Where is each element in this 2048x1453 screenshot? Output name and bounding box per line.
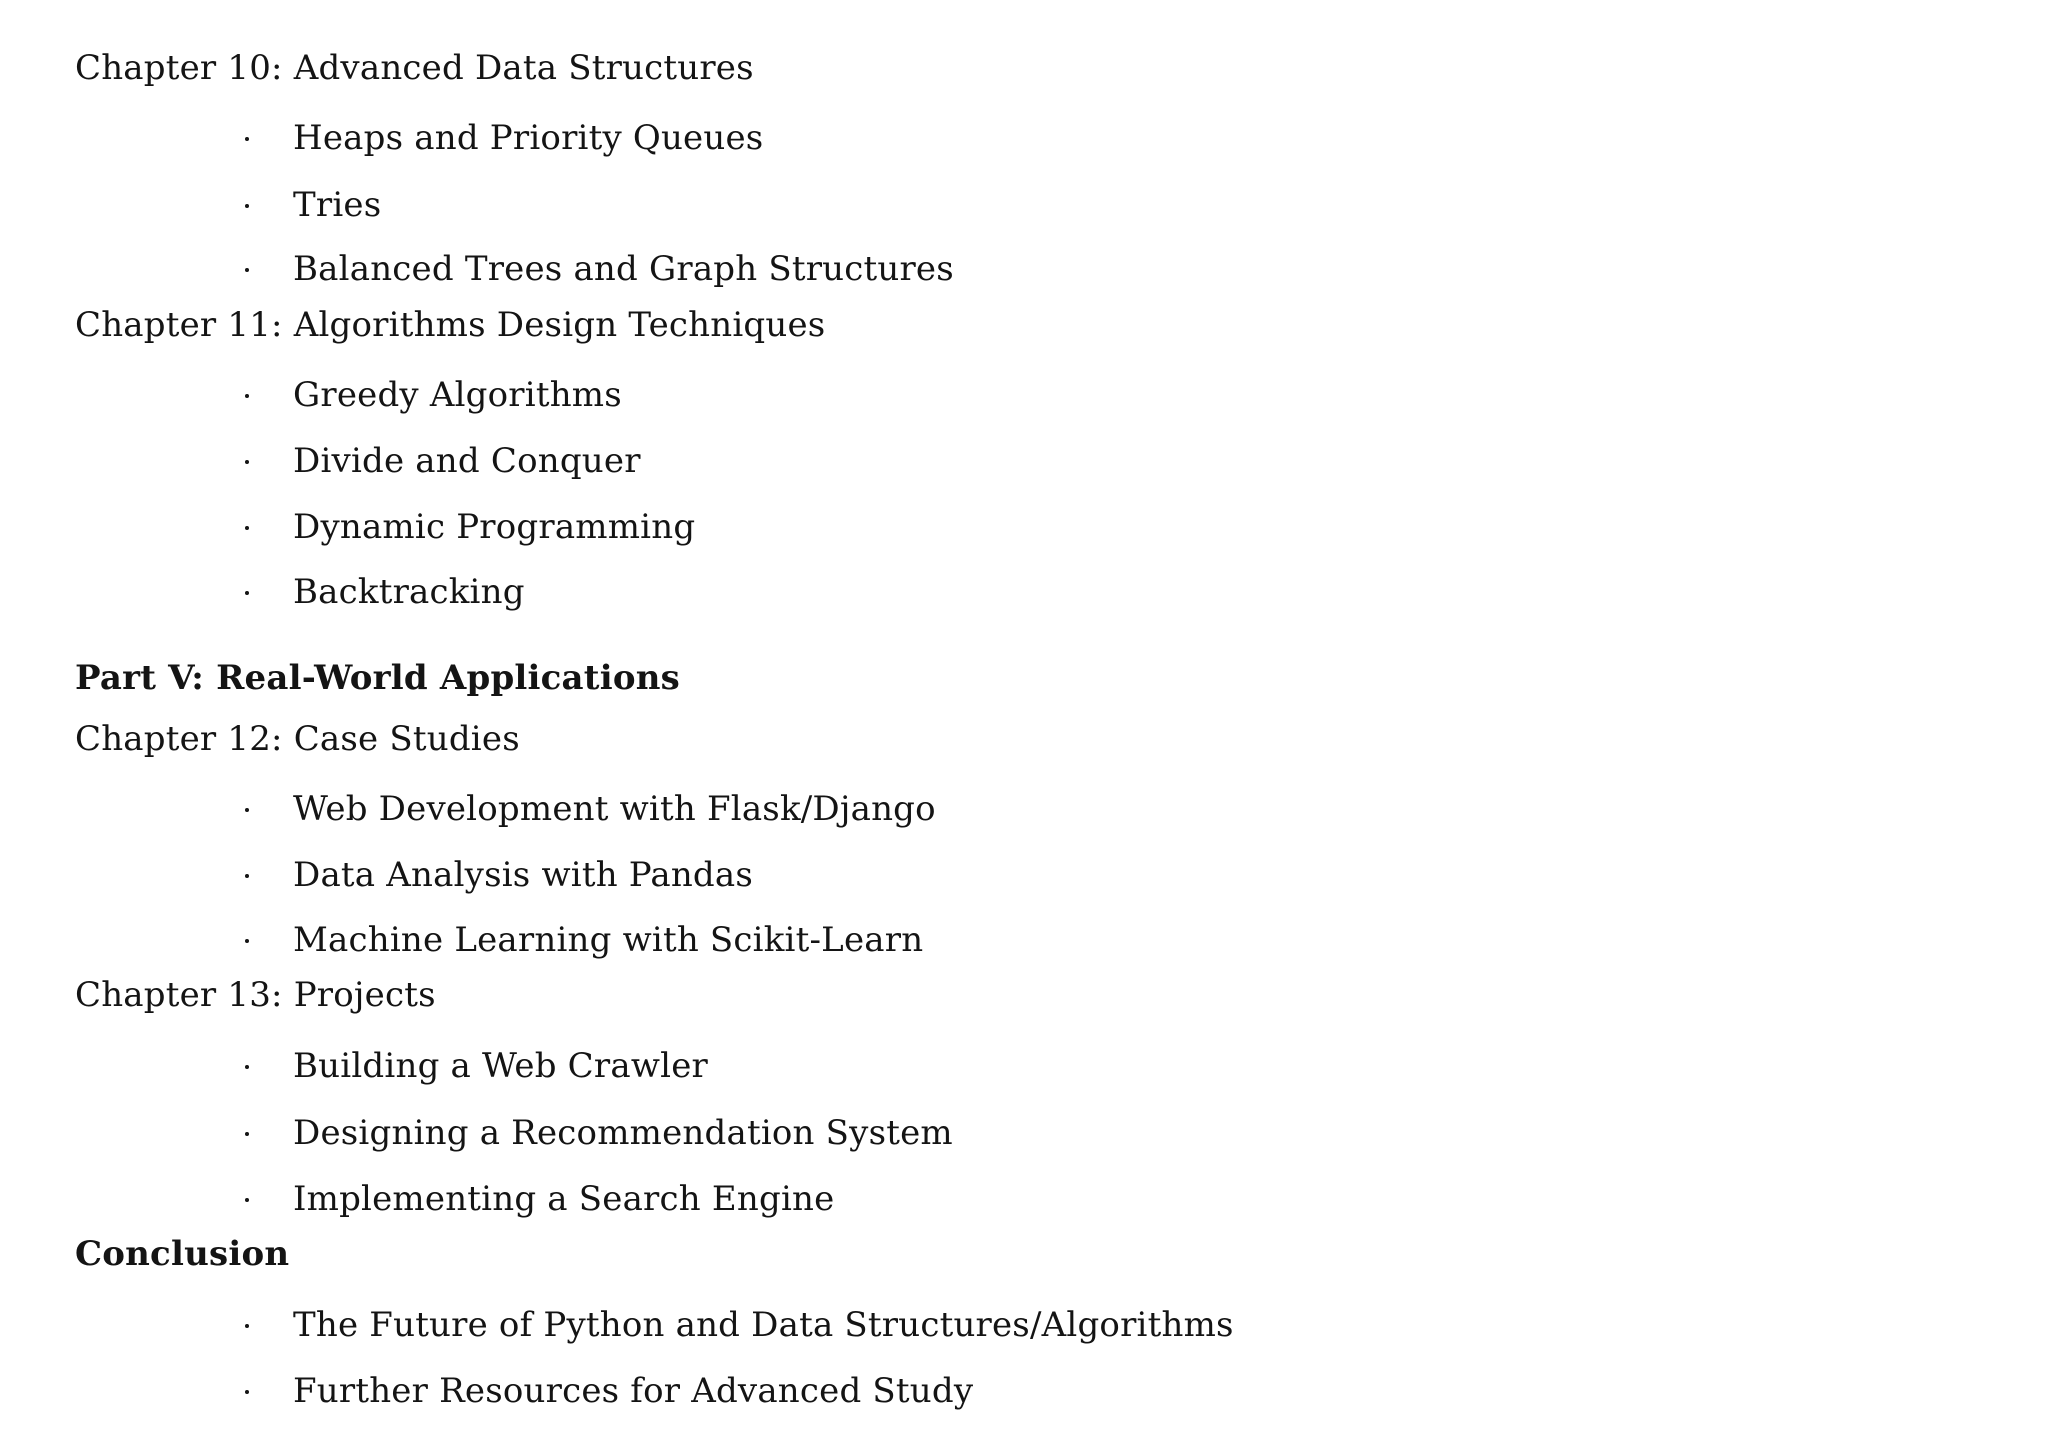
- part-v-heading: Part V: Real-World Applications: [75, 658, 680, 698]
- list-item-text: Building a Web Crawler: [293, 1046, 708, 1086]
- bullet-icon: [245, 874, 249, 878]
- bullet-icon: [245, 460, 249, 464]
- bullet-icon: [245, 1390, 249, 1394]
- list-item-text: Greedy Algorithms: [293, 375, 622, 415]
- chapter-11-heading: Chapter 11: Algorithms Design Techniques: [75, 305, 826, 345]
- bullet-icon: [245, 137, 249, 141]
- conclusion-heading: Conclusion: [75, 1234, 290, 1274]
- bullet-icon: [245, 1132, 249, 1136]
- list-item-text: Dynamic Programming: [293, 507, 696, 547]
- chapter-10-heading: Chapter 10: Advanced Data Structures: [75, 48, 754, 88]
- bullet-icon: [245, 591, 249, 595]
- list-item-text: The Future of Python and Data Structures/Algorithms: [293, 1305, 1234, 1345]
- bullet-icon: [245, 1198, 249, 1202]
- list-item-text: Divide and Conquer: [293, 441, 641, 481]
- bullet-icon: [245, 204, 249, 208]
- bullet-icon: [245, 1065, 249, 1069]
- bullet-icon: [245, 526, 249, 530]
- list-item-text: Machine Learning with Scikit-Learn: [293, 920, 924, 960]
- bullet-icon: [245, 808, 249, 812]
- chapter-12-heading: Chapter 12: Case Studies: [75, 719, 520, 759]
- list-item-text: Designing a Recommendation System: [293, 1113, 953, 1153]
- chapter-13-heading: Chapter 13: Projects: [75, 975, 436, 1015]
- bullet-icon: [245, 1324, 249, 1328]
- list-item-text: Balanced Trees and Graph Structures: [293, 249, 954, 289]
- list-item-text: Implementing a Search Engine: [293, 1179, 835, 1219]
- list-item-text: Tries: [293, 185, 382, 225]
- list-item-text: Further Resources for Advanced Study: [293, 1371, 974, 1411]
- list-item-text: Data Analysis with Pandas: [293, 855, 753, 895]
- bullet-icon: [245, 268, 249, 272]
- list-item-text: Backtracking: [293, 572, 525, 612]
- bullet-icon: [245, 394, 249, 398]
- list-item-text: Heaps and Priority Queues: [293, 118, 764, 158]
- list-item-text: Web Development with Flask/Django: [293, 789, 936, 829]
- bullet-icon: [245, 939, 249, 943]
